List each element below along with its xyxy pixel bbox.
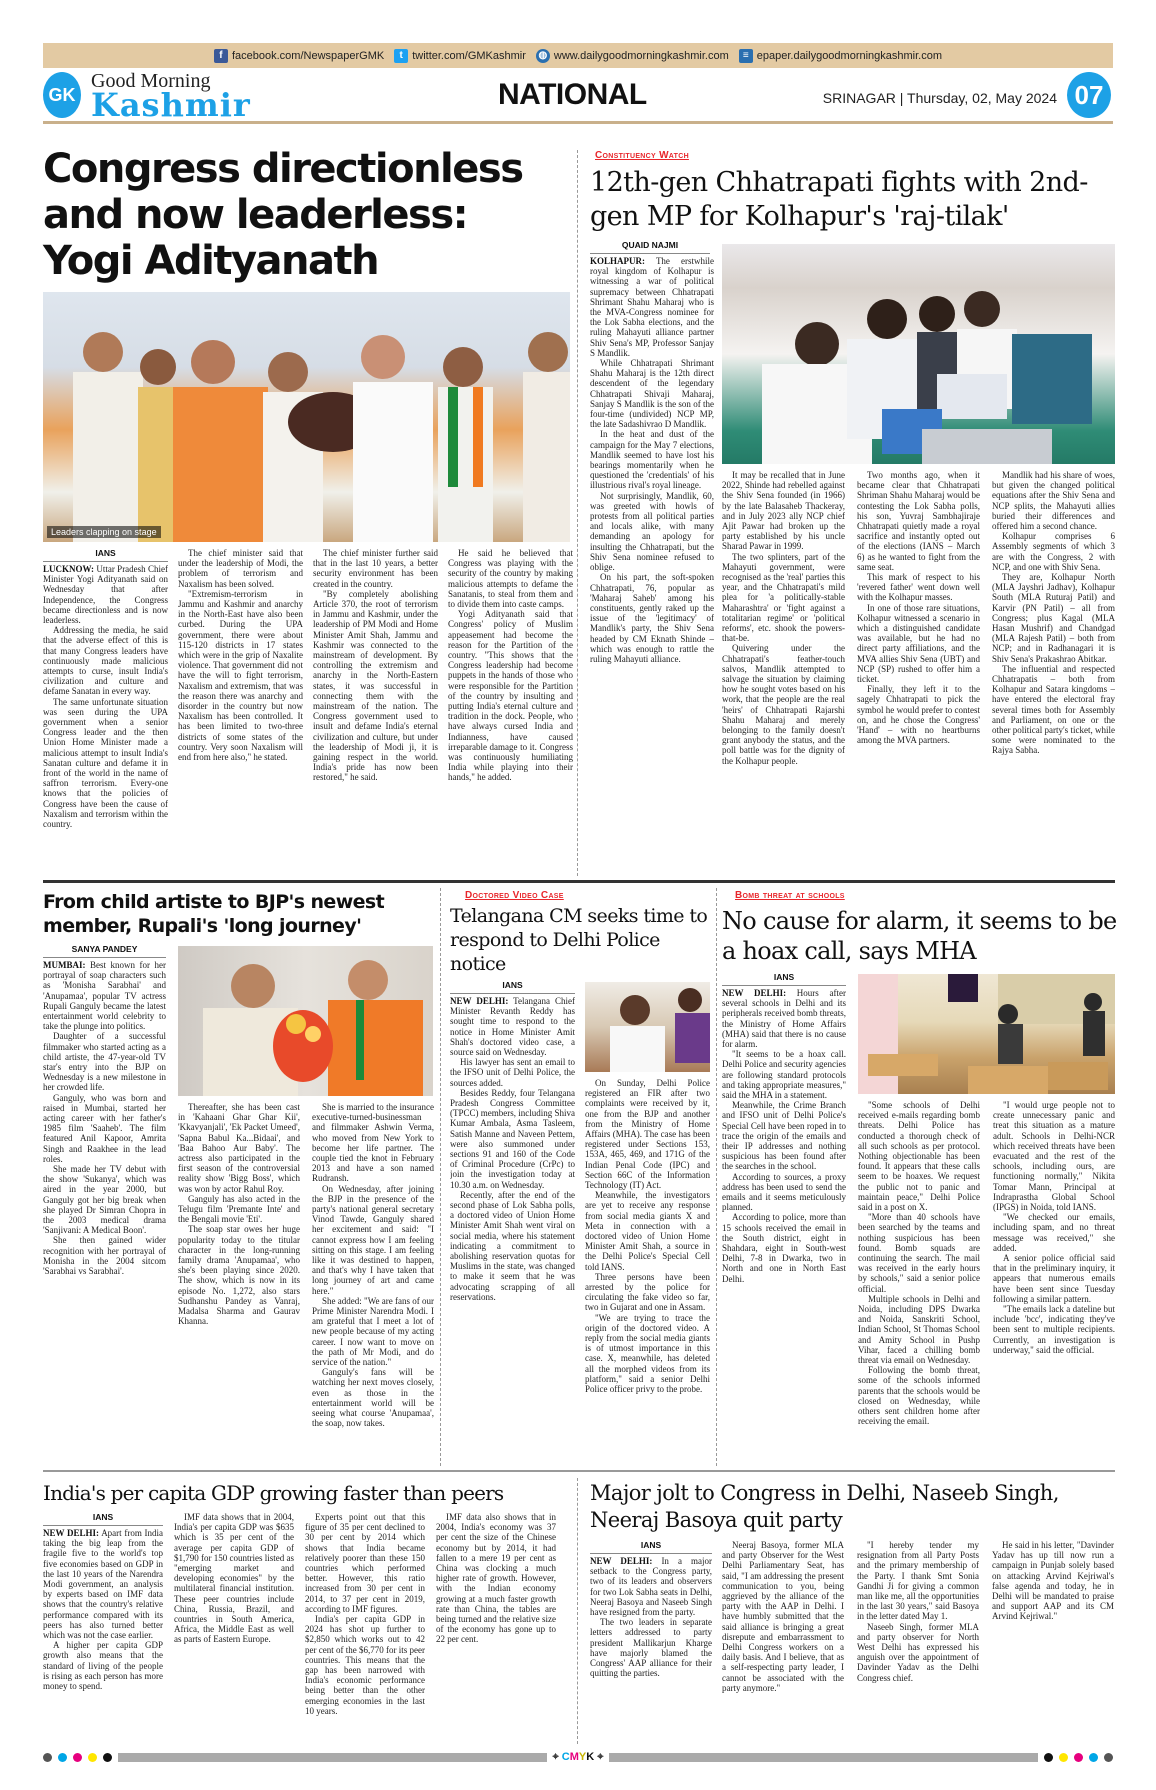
article6-col3: Experts point out that this figure of 35 per cent declined to 30 per cent by 2014 which shows that India became relatively poorer than these 150 countries which performed better. However, this ratio increased from 30 per cent in 2014, to 37 per cent in 2019, according to IMF figures. India's per capita GDP in 2024 has shot up further to $2,850 which works out to 42 per cent of the $6,770 for its peer countries. This means that the gap has been narrowed with India's economic performance being better than the other emerging economies in the last 10 years. — [305, 1512, 425, 1716]
column-divider — [716, 888, 717, 1466]
article2-col2: It may be recalled that in June 2022, Shinde had rebelled against the Shiv Sena founded (in 1966) by the late Balasaheb Thackeray, and in July 2023 ally NCP chief Ajit Pawar had broken up the party established by his uncle Sharad Pawar in 1999. The two splinters, part of the Mahayuti government, were recognised as the 'real' parties this year, and the Chhatrapati's mild plea for 'a politically-stable Maharashtra' or 'fight against a totalitarian regime' or 'political reforms', etc. shook the powers-that-be. Quivering under the Chhatrapati's feather-touch salvos, Mandlik attempted to salvage the situation by claiming how he sought votes based on his work, that the people are the real 'heirs' of Chhatrapati Rajarshi Shahu Maharaj and merely belonging to the family doesn't grant anybody the status, and the poll battle was for the dignity of the Kolhapur people. — [722, 470, 845, 766]
article5-col2: "Some schools of Delhi received e-mails regarding bomb threats. Delhi Police has conducted a thorough check of all such schools as per protocol. Nothing objectionable has been found. It appears that these calls seem to be hoaxes. We request the public not to panic and maintain peace," Delhi Police said in a post on X. "More than 40 schools have been searched by the teams and nothing suspicious has been found. Bomb squads are continuing the search. The mail was received in the early hours by schools," said a senior police official. Multiple schools in Delhi and Noida, including DPS Dwarka and Noida, Sanskriti School, Indian School, St Thomas School and Amity School in Pushp Vihar, faced a chilling bomb threat via email on Wednesday. Following the bomb threat, some of the schools informed parents that the schools would be closed on Wednesday, while others sent children home after receiving the email. — [858, 1100, 980, 1427]
logo-line-1: Good Morning — [91, 70, 211, 92]
registration-strip — [609, 1753, 1038, 1762]
article3-col2: Thereafter, she has been cast in 'Kahaani Ghar Ghar Kii', 'Kkavyanjali', 'Ek Packet Umeed', 'Sapna Babul Ka...Bidaai', and 'Baa Bahoo Aur Baby'. The actress also participated in the first season of the controversial reality show 'Bigg Boss', which was won by actor Rahul Roy. Ganguly has also acted in the Telugu film 'Premante Inte' and the Bengali movie 'Eti'. The soap star owes her huge popularity today to the titular character in the long-running family drama 'Anupamaa', who she's been playing since 2020. The show, which is now in its episode No. 1,272, also stars Sudhanshu Pandey as Vanraj, Madalsa Sharma and Gaurav Khanna. — [178, 1102, 300, 1327]
evm-counting-illustration — [722, 244, 1115, 464]
article1-byline: IANS — [43, 548, 168, 562]
article3-photo — [178, 946, 433, 1096]
article3-headline: From child artiste to BJP's newest member, Rupali's 'long journey' — [43, 891, 385, 937]
section-rule — [43, 880, 1115, 883]
article6-col2: IMF data shows that in 2004, India's per capita GDP was $635 which is 35 per cent of the average per capita GDP of $1,790 for 150 countries listed as "emerging market and developing economies" by the multilateral financial institution. These peer countries include China, Russia, Brazil, and countries in South America, Africa, the Middle East as well as parts of Eastern Europe. — [174, 1512, 294, 1645]
article2-photo — [722, 244, 1115, 464]
registration-dot-yellow — [1059, 1753, 1068, 1762]
globe-icon: ◍ — [536, 49, 550, 63]
article4-col1: NEW DELHI: Telangana Chief Minister Revanth Reddy has sought time to respond to the notice in Home Minister Amit Shah's doctored video case, a source said on Wednesday. His lawyer has sent an email to the IFSO unit of Delhi Police, the sources added. Besides Reddy, four Telangana Pradesh Congress Committee (TPCC) members, including Shiva Kumar Ambala, Asma Tasleem, Satish Manne and Naveen Pettem, were also summoned under sections 91 and 160 of the Code of Criminal Procedure (CrPc) to join the investigation today at 10.30 a.m. on Wednesday. Recently, after the end of the second phase of Lok Sabha polls, a doctored video of Union Home Minister Amit Shah went viral on social media, where his statement indicating a commitment to abolishing reservation quotas for Muslims in the state, was changed to make it seem that he was advocating scrapping of all reservations. — [450, 996, 575, 1302]
masthead — [43, 68, 1113, 124]
article2-byline: QUAID NAJMI — [590, 240, 710, 254]
cmyk-letter: C — [561, 1750, 570, 1763]
column-divider — [577, 1478, 578, 1744]
registration-dot-grey — [43, 1753, 52, 1762]
article1-col3: The chief minister further said that in the last 10 years, a better security environment has been created in the country. "By completely abolishing Article 370, the root of terrorism in Jammu and Kashmir, under the leadership of PM Modi and Home Minister Amit Shah, Jammu and Kashmir was connected to the mainstream of development. By controlling the extremism and anarchy in the North-Eastern states, it was successful in connecting them with the mainstream of the nation. The Congress government used to insult and defame India's eternal civilization and culture, but under the leadership of Modi ji, it is gaining respect in the world. India's pride has now been restored," he said. — [313, 548, 438, 783]
article2-col1: KOLHAPUR: The erstwhile royal kingdom of Kolhapur is witnessing a war of political supremacy between Chhatrapati Shrimant Shahu Maharaj who is the MVA-Congress nominee for the Lok Sabha elections, and the ruling Mahayuti alliance partner Shiv Sena's MP, Professor Sanjay S Mandlik. While Chhatrapati Shrimant Shahu Maharaj is the 12th direct descendent of the legendary Chhatrapati Shivaji Maharaj, Sanjay S Mandlik is the son of the four-time (undivided) NCP MP, the late Sadashivrao D Mandlik. In the heat and dust of the campaign for the May 7 elections, Mandlik seemed to have lost his bearings momentarily when he questioned the 'credentials' of his illustrious rival's royal lineage. Not surprisingly, Mandlik, 60, was greeted with howls of protests from all political parties and locals alike, with many demanding an apology for insulting the Chhatrapati, but the Shiv Sena nominee refused to oblige. On his part, the soft-spoken Chhatrapati, 76, popular as 'Maharaj Saheb' among his constituents, gently raked up the issue of the 'legitimacy' of Mandlik's party, the Shiv Sena headed by CM Eknath Shinde – which was enough to rattle the ruling Mahayuti alliance. — [590, 256, 714, 664]
article7-col3: "I hereby tender my resignation from all Party Posts and the primary membership of the Party. I thank Smt Sonia Gandhi Ji for giving a common man like me, all the opportunities in the last 30 years," said Basoya in the letter dated May 1. Naseeb Singh, former MLA and party observer for North West Delhi has expressed his anguish over the appointment of Davinder Yadav as the Delhi Congress chief. — [857, 1540, 979, 1683]
article1-col2: The chief minister said that under the leadership of Modi, the problem of terrorism and Naxalism has been solved. "Extremism-terrorism in Jammu and Kashmir and anarchy in the North-East have also been curbed. During the UPA government, there were about 115-120 districts in 17 states which were in the grip of Naxalite violence. That government did not have the will to fight terrorism, Naxalism and extremism, that was the reason there was anarchy and disorder in the country but now Naxalism has been controlled. It has been limited to two-three districts of some states of the country. Very soon Naxalism will end from here also," he stated. — [178, 548, 303, 763]
article6-byline: IANS — [43, 1512, 163, 1526]
article4-photo — [585, 982, 710, 1072]
article2-headline: 12th-gen Chhatrapati fights with 2nd-gen MP for Kolhapur's 'raj-tilak' — [590, 167, 1088, 232]
article7-col1: NEW DELHI: In a major setback to the Congress party, two of its leaders and observers for two Lok Sabha seats in Delhi, Neeraj Basoya and Naseeb Singh have resigned from the party. The two leaders in separate letters addressed to party president Mallikarjun Kharge have majorly blamed the Congress' AAP alliance for their quitting the parties. — [590, 1556, 712, 1679]
article3-byline: SANYA PANDEY — [43, 944, 166, 958]
page-number: 07 — [1067, 72, 1111, 118]
stage-scene-illustration — [43, 292, 570, 542]
cmyk-mark: ⌖ CMYK ⌖ — [552, 1750, 604, 1763]
section-rule — [43, 1470, 1115, 1472]
edition-dateline: SRINAGAR | Thursday, 02, May 2024 — [822, 90, 1057, 106]
article7-col2: Neeraj Basoya, former MLA and party Observer for the West Delhi Parliamentary Seat, has said, "I am addressing the present communication to you, being aggrieved by the alliance of the party with the AAP in Delhi. I have humbly submitted that the said alliance is bringing a great disrepute and embarrassment to Delhi Congress workers on a daily basis. And I believe, that as a self-respecting party leader, I cannot be associated with the party anymore." — [722, 1540, 844, 1693]
article6-headline: India's per capita GDP growing faster than peers — [43, 1481, 504, 1505]
registration-dot-magenta — [73, 1753, 82, 1762]
logo-line-2: Kashmir — [91, 86, 251, 124]
telangana-cm-illustration — [585, 982, 710, 1072]
social-link-facebook[interactable]: f facebook.com/NewspaperGMK — [214, 49, 384, 63]
logo-badge: GK — [43, 72, 81, 118]
article1-photo — [43, 292, 570, 542]
section-title: NATIONAL — [498, 78, 647, 111]
column-divider — [440, 888, 441, 1466]
article2-col3: Two months ago, when it became clear that Chhatrapati Shriman Shahu Maharaj would be contesting the Lok Sabha polls, his son, Yuvraj Sambhajiraje Chhatrapati quietly made a royal sacrifice and instantly opted out of the elections (IANS – March 6) as he wanted to fight from the same seat. This mark of respect to his 'revered father' went down well with the Kolhapur masses. In one of those rare situations, Kolhapur witnessed a scenario in which a distinguished candidate was available, but he had no direct party affiliations, and the MVA allies Shiv Sena (UBT) and NCP (SP) rushed to offer him a ticket. Finally, they left it to the sagely Chhatrapati to pick the symbol he would prefer to contest on, and he chose the Congress' 'Hand' – with no heartburns among the MVA partners. — [857, 470, 980, 746]
article1-photo-caption: Leaders clapping on stage — [47, 526, 161, 538]
social-link-epaper[interactable]: ≡ epaper.dailygoodmorningkashmir.com — [739, 49, 942, 63]
registration-dot-black — [1044, 1753, 1053, 1762]
bjp-joining-illustration — [178, 946, 433, 1096]
article5-col1: NEW DELHI: Hours after several schools in Delhi and its peripherals received bomb threats, the Ministry of Home Affairs (MHA) said that there is no cause for alarm. "It seems to be a hoax call. Delhi Police and security agencies are following standard protocols and taking appropriate measures," said the MHA in a statement. Meanwhile, the Crime Branch and IFSO unit of Delhi Police's Special Cell have been roped in to trace the origin of the emails and their IP addresses and nothing suspicious has been found after the searches in the school. According to sources, a proxy address has been used to send the emails and it seems meticulously planned. According to police, more than 15 schools received the email in the South district, eight in Shahdara, eight in South-west Delhi, 7-8 in Dwarka, two in North and one in North East Delhi. — [722, 988, 846, 1284]
article4-byline: IANS — [450, 980, 575, 994]
document-icon: ≡ — [739, 49, 753, 63]
social-link-website[interactable]: ◍ www.dailygoodmorningkashmir.com — [536, 49, 729, 63]
article4-kicker: Doctored Video Case — [465, 890, 564, 901]
article5-kicker: Bomb threat at schools — [735, 890, 845, 901]
article7-headline: Major jolt to Congress in Delhi, Naseeb Singh, Neeraj Basoya quit party — [590, 1481, 1059, 1532]
print-registration-bar — [43, 1750, 1113, 1764]
article7-col4: He said in his letter, "Davinder Yadav has up till now run a campaign in Punjab solely based on attacking Arvind Kejriwal's false agenda and today, he in Delhi will be mandated to praise and support AAP and its CM Arvind Kejriwal." — [992, 1540, 1114, 1622]
article7-byline: IANS — [590, 1540, 712, 1554]
registration-dot-black — [103, 1753, 112, 1762]
registration-dot-magenta — [1074, 1753, 1083, 1762]
social-links-band — [43, 43, 1113, 68]
classroom-search-illustration — [858, 974, 1115, 1094]
article1-col4: He said he believed that Congress was playing with the security of the country by making malicious attempts to defame the Sanatanis, to steal from them and to divide them into caste camps. Yogi Adityanath said that Congress' policy of Muslim appeasement had become the reason for the Partition of the country. "This shows that the Congress leadership had become puppets in the hands of those who were responsible for the Partition of the country by insulting and putting India's eternal culture and tradition in the dock. People, who have always cursed India and Indianness, have caused irreparable damage to it. Congress was continuously humiliating India while playing into their hands," he added. — [448, 548, 573, 783]
registration-strip — [118, 1753, 547, 1762]
article5-photo — [858, 974, 1115, 1094]
article5-col3: "I would urge people not to create unnecessary panic and treat this situation as a mature adult. Schools in Delhi-NCR which received threats have been evacuated and the rest of the schools, including ours, are functioning normally," Nikita Tomar Mann, Principal at Indraprastha Global School (IPGS) in Noida, told IANS. "We checked our emails, including spam, and no threat message was received," she added. A senior police official said that in the preliminary inquiry, it appears that numerous emails have been sent since Tuesday following a similar pattern. "The emails lack a dateline but include 'bcc', indicating they've been sent to multiple recipients. Currently, an investigation is underway," said the official. — [993, 1100, 1115, 1355]
cmyk-letter: M — [569, 1750, 579, 1763]
article2-kicker: Constituency Watch — [595, 150, 689, 161]
article6-col4: IMF data also shows that in 2004, India's economy was 37 per cent the size of the Chinese economy but by 2014, it had fallen to a mere 19 per cent as China was clocking a much higher rate of growth. However, with the Indian economy growing at a much faster growth rate than China, the tables are being turned and the relative size of the economy has gone up to 22 per cent. — [436, 1512, 556, 1645]
article3-col3: She is married to the insurance executive-turned-businessman and filmmaker Ashwin Verma, who moved from New York to become her life partner. The couple tied the knot in February 2013 and have a son named Rudransh. On Wednesday, after joining the BJP in the presence of the party's national general secretary Vinod Tawde, Ganguly shared her excitement and said: "I cannot express how I am feeling sitting on this stage. I am feeling like it was destined to happen, and that's why I have taken that long journey of art and came here." She added: "We are fans of our Prime Minister Narendra Modi. I am grateful that I meet a lot of new people because of my acting career. I now want to move on the path of Mr Modi, and do service of the nation." Ganguly's fans will be watching her next moves closely, even as those in the entertainment world will be seeing what course 'Anupamaa', the soap, now takes. — [312, 1102, 434, 1429]
social-link-twitter[interactable]: t twitter.com/GMKashmir — [394, 49, 526, 63]
column-divider — [577, 150, 578, 876]
article5-headline: No cause for alarm, it seems to be a hoax call, says MHA — [722, 907, 1117, 965]
article1-col1: LUCKNOW: Uttar Pradesh Chief Minister Yogi Adityanath said on Wednesday that after Independence, the Congress became directionless and is now leaderless. Addressing the media, he said that the adverse effect of this is that many Congress leaders have continuously made malicious attempts to curse, insult India's civilization and culture and defame Sanatan in every way. The same unfortunate situation was seen during the UPA government when a senior Congress leader and the then Union Home Minister made a malicious attempt to insult India's Sanatan culture and defame it in front of the world in the name of saffron terrorism. Every-one knows that the policies of Congress have been the cause of Naxalism and terrorism within the country. — [43, 564, 168, 830]
registration-dot-grey — [1104, 1753, 1113, 1762]
cmyk-letter: Y — [578, 1750, 587, 1763]
registration-dot-cyan — [58, 1753, 67, 1762]
facebook-icon: f — [214, 49, 228, 63]
registration-dot-yellow — [88, 1753, 97, 1762]
registration-dot-cyan — [1089, 1753, 1098, 1762]
cmyk-label — [562, 1751, 594, 1763]
article2-col4: Mandlik had his share of woes, but given the changed political equations after the Shiv Sena and NCP splits, the Mahayuti allies buried their differences and offered him a second chance. Kolhapur comprises 6 Assembly segments of which 3 are with the Congress, 2 with NCP, and one with Shiv Sena. They are, Kolhapur North (MLA Jayshri Jadhav), Kolhapur South (MLA Ruturaj Patil) and Karvir (PN Patil) – all from Congress; plus Kagal (MLA Hasan Mushrif) and Chandgad (MLA Rajesh Patil) – both from NCP; and in Radhanagari it is Shiv Sena's Prakashrao Abitkar. The influential and respected Chhatrapatis – both from Kolhapur and Satara kingdoms – have entered the electoral fray several times both for Assembly and Parliament, on one or the other political party's ticket, while some were nominated to the Rajya Sabha. — [992, 470, 1115, 756]
article4-col2: On Sunday, Delhi Police registered an FIR after two complaints were received by it, one from the BJP and another from the Ministry of Home Affairs (MHA). The case has been registered under Sections 153, 153A, 465, 469, and 171G of the Indian Penal Code (IPC) and Section 66C of the Information Technology (IT) Act. Meanwhile, the investigators are yet to receive any response from social media giants X and Meta in connection with a doctored video of Union Home Minister Amit Shah, a source in the Delhi Police's Special Cell told IANS. Three persons have been arrested by the police for circulating the fake video so far, two in Gujarat and one in Assam. "We are trying to trace the origin of the doctored video. A reply from the social media giants is of utmost importance in this case. X, meanwhile, has deleted all the morphed videos from its platform," said a senior Delhi Police officer privy to the probe. — [585, 1078, 710, 1395]
twitter-icon: t — [394, 49, 408, 63]
article3-col1: MUMBAI: Best known for her portrayal of soap characters such as 'Monisha Sarabhai' and 'Anupamaa', popular TV actress Rupali Ganguly became the latest entertainment world celebrity to take the plunge into politics. Daughter of a successful filmmaker who started acting as a child artiste, the 47-year-old TV star's entry into the BJP on Wednesday is a new milestone in her crowded life. Ganguly, who was born and raised in Mumbai, started her acting career with her father's 1985 film 'Saaheb'. The film featured Anil Kapoor, Amrita Singh and Raakhee in the lead roles. She made her TV debut with the show 'Sukanya', which was aired in the year 2000, but Ganguly got her big break when she played Dr Simran Chopra in the 2003 medical drama 'Sanjivani: A Medical Boon'. She then gained wider recognition with her portrayal of Monisha in the 2004 sitcom 'Sarabhai vs Sarabhai'. — [43, 960, 166, 1277]
article5-byline: IANS — [722, 972, 846, 986]
article4-headline: Telangana CM seeks time to respond to Delhi Police notice — [450, 905, 708, 975]
article6-col1: NEW DELHI: Apart from India taking the big leap from the fragile five to the world's top five economies based on GDP in the last 10 years of the Narendra Modi government, an analysis by experts based on IMF data shows that the country's relative performance compared with its peers has also turned better which was not the case earlier. A higher per capita GDP growth also means that the standard of living of the people is rising as each person has more money to spend. — [43, 1528, 163, 1692]
cmyk-letter: K — [586, 1750, 595, 1763]
article1-headline: Congress directionless and now leaderless: Yogi Adityanath — [43, 146, 523, 284]
